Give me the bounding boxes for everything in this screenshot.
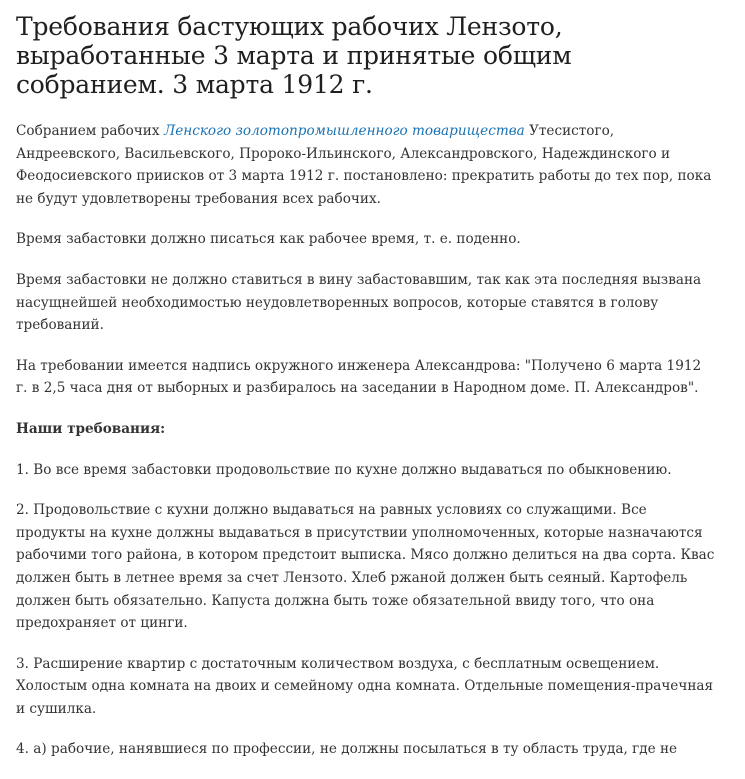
intro-paragraph [16, 120, 716, 210]
paragraph-engineer-note: На требовании имеется надпись окружного инженера Александрова: "Получено 6 марта 1912 г. в 2,5 часа дня от выборных и разбиралось на заседании в Народном доме. П. Александров". [16, 357, 702, 397]
article [16, 12, 716, 779]
demand-item-4: 4. а) рабочие, нанявшиеся по профессии, не должны посылаться в ту область труда, где не [16, 741, 678, 758]
demand-item-3: 3. Расширение квартир с достаточным количеством воздуха, с бесплатным освещением. Холостым одна комната на двоих и семейному одна комната. Отдельные помещения-прачечная и сушилка. [16, 655, 714, 717]
article-title: Требования бастующих рабочих Лензото, выработанные 3 марта и принятые общим собранием. 3 марта 1912 г. [16, 12, 572, 99]
paragraph-strike-time: Время забастовки должно писаться как рабочее время, т. е. поденно. [16, 231, 521, 248]
demand-item-2: 2. Продовольствие с кухни должно выдаваться на равных условиях со служащими. Все продукты на кухне должны выдаваться в присутствии уполномоченных, которые назначаются рабочими того района, в котором предстоит выписка. Мясо должно делиться на два сорта. Квас должен быть в летнее время за счет Лензото. Хлеб ржаной должен быть сеяный. Картофель должен быть обязательно. Капуста должна быть тоже обязательной ввиду того, что она предохраняет от цинги. [16, 502, 715, 632]
paragraph-strike-blame: Время забастовки не должно ставиться в вину забастовавшим, так как эта последняя вызвана насущнейшей необходимостью неудовлетворенных вопросов, которые ставятся в голову требований. [16, 271, 702, 334]
intro-text-before: Собранием рабочих [16, 123, 164, 139]
company-link[interactable]: Ленского золотопромышленного товарищества [163, 123, 525, 139]
demand-item-1: 1. Во все время забастовки продовольствие по кухне должно выдаваться по обыкновению. [16, 461, 672, 478]
demands-heading: Наши требования: [16, 420, 166, 437]
intro-text-after: Утесистого, Андреевского, Васильевского, Пророко-Ильинского, Александровского, Надеждинского и Феодосиевского приисков от 3 марта 1912 г. постановлено: прекратить работы до тех пор, пока не будут удовлетворены требования всех рабочих. [16, 123, 712, 207]
